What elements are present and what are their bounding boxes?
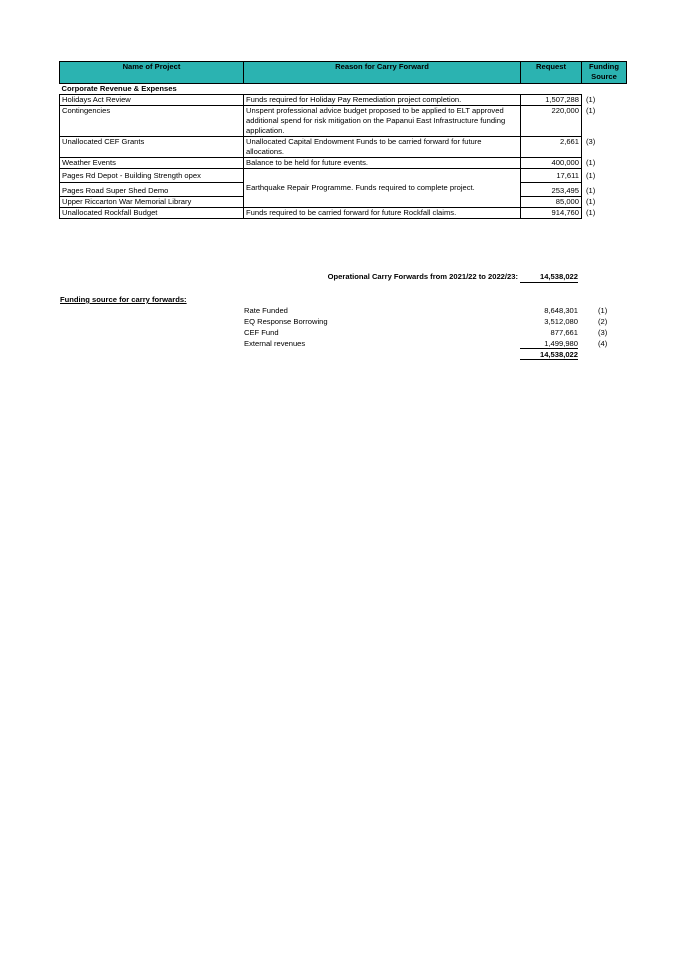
funding-source-code: (4) <box>598 339 608 348</box>
funding-label: EQ Response Borrowing <box>244 317 328 326</box>
funding-label: Rate Funded <box>244 306 288 315</box>
header-funding-source: Funding Source <box>582 62 627 84</box>
funding-source-code: (1) <box>598 306 608 315</box>
table-row <box>60 158 627 169</box>
funding-value: 3,512,080 <box>544 317 578 326</box>
project-name: Unallocated CEF Grants <box>60 137 244 158</box>
funding-total: 14,538,022 <box>520 350 578 360</box>
reason: Funds required for Holiday Pay Remediation project completion. <box>244 95 521 106</box>
carry-forward-table <box>59 61 627 219</box>
header-reason: Reason for Carry Forward <box>244 62 521 84</box>
reason: Funds required to be carried forward for future Rockfall claims. <box>244 208 521 219</box>
total-value: 14,538,022 <box>520 272 578 283</box>
project-name: Contingencies <box>60 106 244 137</box>
list-item <box>0 306 675 317</box>
project-name: Unallocated Rockfall Budget <box>60 208 244 219</box>
table-row <box>60 95 627 106</box>
funding-label: External revenues <box>244 339 306 348</box>
table-row <box>60 208 627 219</box>
reason: Balance to be held for future events. <box>244 158 521 169</box>
reason: Unspent professional advice budget proposed to be applied to ELT approved additional spend for risk mitigation on the Papanui East Infrastructure funding application. <box>244 106 521 137</box>
funding-source: (1) <box>586 185 596 195</box>
request-value: 1,507,288 <box>521 95 582 106</box>
funding-source: (1) <box>586 196 596 206</box>
reason: Unallocated Capital Endowment Funds to be carried forward for future allocations. <box>244 137 521 158</box>
funding-source: (3) <box>586 136 596 146</box>
list-item <box>0 328 675 339</box>
funding-source: (1) <box>586 94 596 104</box>
total-label: Operational Carry Forwards from 2021/22 to 2022/23: <box>327 272 518 281</box>
request-value: 400,000 <box>521 158 582 169</box>
funding-source-code: (2) <box>598 317 608 326</box>
reason: Earthquake Repair Programme. Funds required to complete project. <box>244 169 521 208</box>
request-value: 17,611 <box>521 169 582 183</box>
request-value: 220,000 <box>521 106 582 137</box>
funding-value: 1,499,980 <box>520 339 578 349</box>
funding-value: 8,648,301 <box>544 306 578 315</box>
funding-source-code: (3) <box>598 328 608 337</box>
header-request: Request <box>521 62 582 84</box>
section-row <box>60 84 627 95</box>
project-name: Upper Riccarton War Memorial Library <box>60 197 244 208</box>
table-row <box>60 137 627 158</box>
project-name: Pages Road Super Shed Demo <box>60 183 244 197</box>
section-title: Corporate Revenue & Expenses <box>61 84 177 93</box>
funding-source: (1) <box>586 207 596 217</box>
funding-heading: Funding source for carry forwards: <box>60 295 187 304</box>
request-value: 253,495 <box>521 183 582 197</box>
request-value: 2,661 <box>521 137 582 158</box>
funding-source: (1) <box>586 157 596 167</box>
table-row <box>60 106 627 137</box>
list-item <box>0 339 675 350</box>
funding-source: (1) <box>586 105 596 115</box>
table-row <box>60 169 627 183</box>
list-item <box>0 317 675 328</box>
funding-source: (1) <box>586 170 596 180</box>
project-name: Pages Rd Depot - Building Strength opex <box>60 169 244 183</box>
request-value: 914,760 <box>521 208 582 219</box>
request-value: 85,000 <box>521 197 582 208</box>
project-name: Weather Events <box>60 158 244 169</box>
funding-label: CEF Fund <box>244 328 279 337</box>
header-project: Name of Project <box>60 62 244 84</box>
table-header-row <box>60 62 627 84</box>
project-name: Holidays Act Review <box>60 95 244 106</box>
funding-value: 877,661 <box>550 328 578 337</box>
